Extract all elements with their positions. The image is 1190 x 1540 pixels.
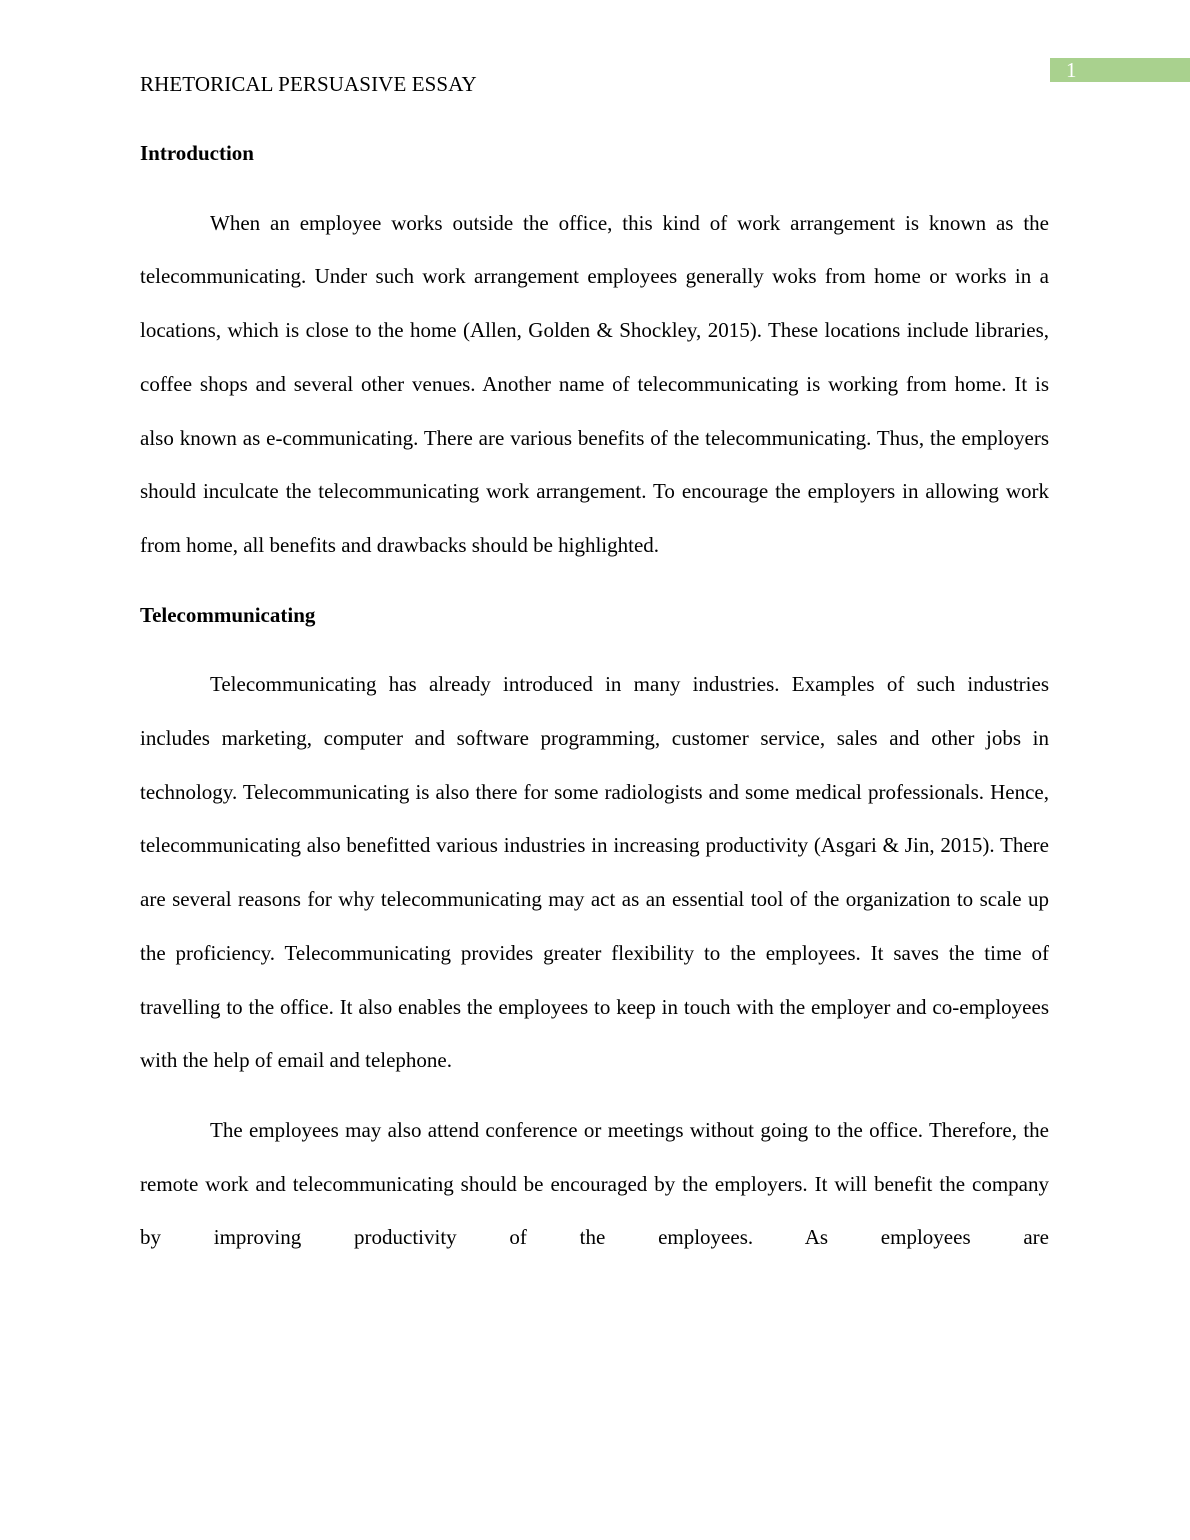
page-number: 1 <box>1066 58 1077 82</box>
paragraph-introduction: When an employee works outside the office, this kind of work arrangement is known as the telecommunicating. Under such work arrangement employees generally woks from home or works in a locations, which is close to the home (Allen, Golden & Shockley, 2015). These locations include libraries, coffee shops and several other venues. Another name of telecommunicating is working from home. It is also known as e-communicating. There are various benefits of the telecommunicating. Thus, the employers should inculcate the telecommunicating work arrangement. To encourage the employers in allowing work from home, all benefits and drawbacks should be highlighted. <box>140 210 1049 557</box>
page-number-bar <box>1050 58 1190 82</box>
paragraph-telecommunicating-1: Telecommunicating has already introduced in many industries. Examples of such industries includes marketing, computer and software programming, customer service, sales and other jobs in technology. Telecommunicating is also there for some radiologists and some medical professionals. Hence, telecommunicating also benefitted various industries in increasing productivity (Asgari & Jin, 2015). There are several reasons for why telecommunicating may act as an essential tool of the organization to scale up the proficiency. Telecommunicating provides greater flexibility to the employees. It saves the time of travelling to the office. It also enables the employees to keep in touch with the employer and co-employees with the help of email and telephone. <box>140 672 1049 1073</box>
section-heading-telecommunicating: Telecommunicating <box>140 602 316 627</box>
section-heading-introduction: Introduction <box>140 141 254 165</box>
running-head: RHETORICAL PERSUASIVE ESSAY <box>140 72 477 96</box>
document-body <box>140 127 1049 1281</box>
paragraph-telecommunicating-2: The employees may also attend conference or meetings without going to the office. Therefore, the remote work and telecommunicating should be encouraged by the employers. It will benefit the company by improving productivity of the employees. As employees are <box>140 1117 1049 1250</box>
